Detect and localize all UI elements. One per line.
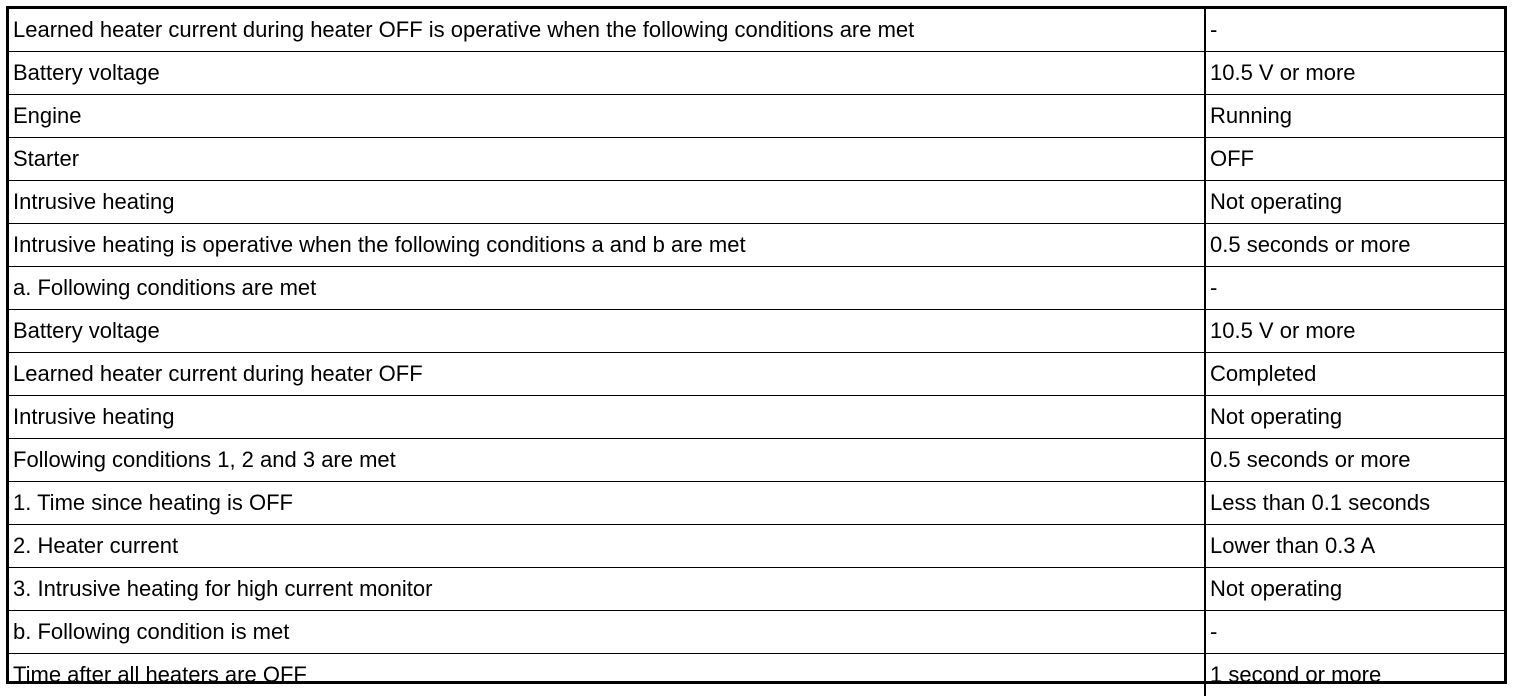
value-cell: 0.5 seconds or more [1205, 224, 1504, 267]
condition-cell: 1. Time since heating is OFF [9, 482, 1205, 525]
table-row [9, 568, 1504, 611]
conditions-table-grid [9, 9, 1504, 696]
table-row [9, 439, 1504, 482]
table-row [9, 396, 1504, 439]
value-cell: 10.5 V or more [1205, 52, 1504, 95]
table-row [9, 525, 1504, 568]
condition-cell: Learned heater current during heater OFF is operative when the following conditions are met [9, 9, 1205, 52]
value-cell: 0.5 seconds or more [1205, 439, 1504, 482]
table-row [9, 611, 1504, 654]
table-row [9, 181, 1504, 224]
value-cell: - [1205, 9, 1504, 52]
condition-cell: Intrusive heating [9, 396, 1205, 439]
value-cell: 10.5 V or more [1205, 310, 1504, 353]
table-row [9, 482, 1504, 525]
condition-cell: Engine [9, 95, 1205, 138]
condition-cell: 2. Heater current [9, 525, 1205, 568]
condition-cell: b. Following condition is met [9, 611, 1205, 654]
condition-cell: Battery voltage [9, 52, 1205, 95]
condition-cell: Intrusive heating is operative when the following conditions a and b are met [9, 224, 1205, 267]
table-row [9, 267, 1504, 310]
value-cell: Not operating [1205, 396, 1504, 439]
condition-cell: Learned heater current during heater OFF [9, 353, 1205, 396]
value-cell: - [1205, 267, 1504, 310]
condition-cell: Battery voltage [9, 310, 1205, 353]
value-cell: OFF [1205, 138, 1504, 181]
table-row [9, 52, 1504, 95]
condition-cell: 3. Intrusive heating for high current monitor [9, 568, 1205, 611]
condition-cell: a. Following conditions are met [9, 267, 1205, 310]
value-cell: Not operating [1205, 181, 1504, 224]
table-row [9, 138, 1504, 181]
conditions-table [6, 6, 1507, 684]
table-row [9, 9, 1504, 52]
value-cell: Completed [1205, 353, 1504, 396]
value-cell: 1 second or more [1205, 654, 1504, 696]
condition-cell: Intrusive heating [9, 181, 1205, 224]
value-cell: Running [1205, 95, 1504, 138]
value-cell: Lower than 0.3 A [1205, 525, 1504, 568]
table-row [9, 310, 1504, 353]
condition-cell: Time after all heaters are OFF [9, 654, 1205, 696]
value-cell: Not operating [1205, 568, 1504, 611]
table-row [9, 95, 1504, 138]
table-row [9, 353, 1504, 396]
condition-cell: Following conditions 1, 2 and 3 are met [9, 439, 1205, 482]
value-cell: - [1205, 611, 1504, 654]
condition-cell: Starter [9, 138, 1205, 181]
table-row [9, 224, 1504, 267]
value-cell: Less than 0.1 seconds [1205, 482, 1504, 525]
